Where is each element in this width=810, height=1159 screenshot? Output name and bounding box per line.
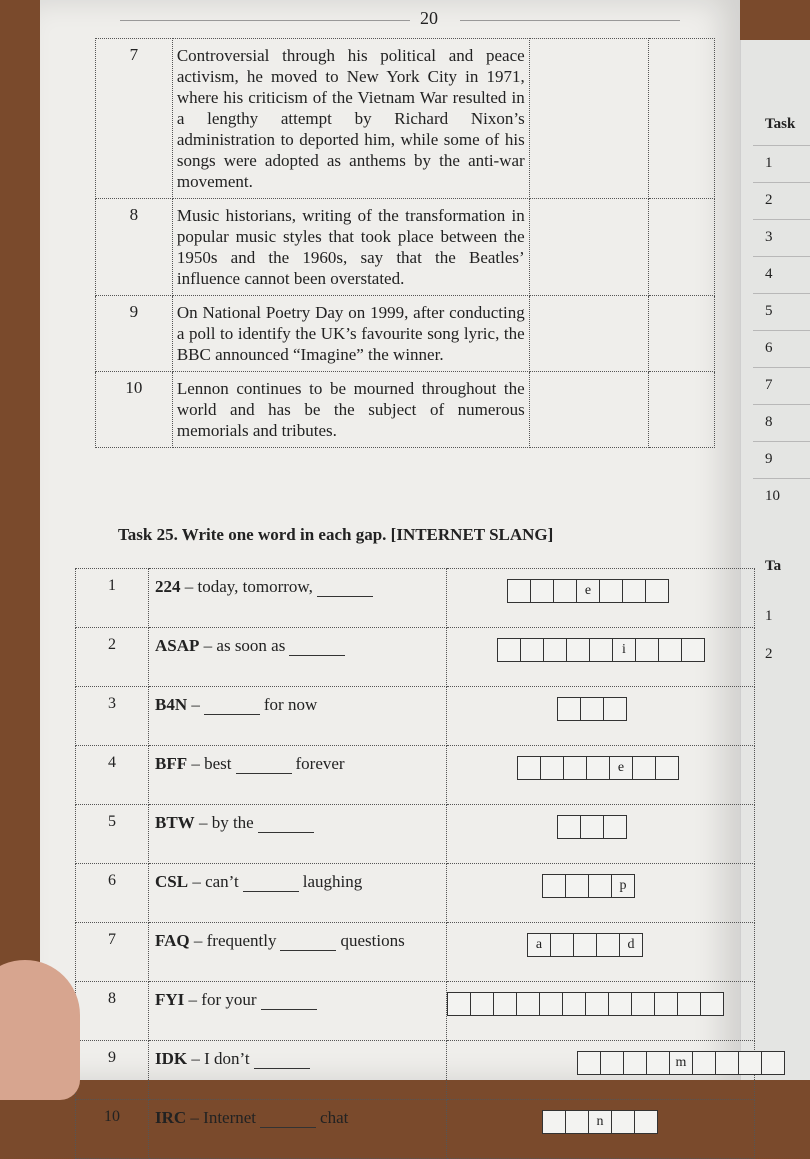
slang-row [76,923,755,982]
letter-box[interactable] [611,1110,635,1134]
letter-boxes[interactable] [542,874,634,898]
slang-abbreviation: B4N [155,695,188,714]
letter-box[interactable] [553,579,577,603]
gap-blank[interactable] [289,641,345,656]
right-page-number: 6 [765,340,773,356]
slang-text-after: questions [340,931,405,950]
slang-row [76,1041,755,1100]
slang-text [149,1041,447,1100]
letter-box[interactable] [447,992,471,1016]
right-page-number: 2 [765,192,773,208]
answer-cell[interactable] [529,372,648,448]
letter-box[interactable] [631,992,655,1016]
letter-box[interactable] [589,638,613,662]
letter-box[interactable] [565,874,589,898]
statement-row [96,372,715,448]
slang-text [149,864,447,923]
letter-box[interactable]: m [669,1051,693,1075]
right-page-row [753,219,810,220]
letter-box[interactable] [692,1051,716,1075]
slang-row [76,805,755,864]
letter-box[interactable] [530,579,554,603]
slang-number: 8 [76,982,149,1041]
statements-table [95,38,715,448]
answer-boxes-cell [447,687,755,746]
answer-cell[interactable] [648,372,714,448]
right-page-row [753,182,810,183]
answer-boxes-cell [447,864,755,923]
slang-abbreviation: CSL [155,872,189,891]
letter-boxes[interactable] [447,992,723,1016]
statement-number: 10 [96,372,173,448]
right-page-task-label: Task [765,116,796,132]
slang-text-after: laughing [302,872,363,891]
slang-text [149,982,447,1041]
letter-box[interactable]: p [611,874,635,898]
letter-box[interactable] [543,638,567,662]
answer-cell[interactable] [648,199,714,296]
slang-abbreviation: BFF [155,754,188,773]
letter-box[interactable] [493,992,517,1016]
answer-cell[interactable] [529,39,648,199]
right-page-number: 7 [765,377,773,393]
answer-boxes-cell [447,569,755,628]
letter-box[interactable] [557,697,581,721]
letter-box[interactable] [634,1110,658,1134]
statement-row [96,199,715,296]
letter-boxes[interactable] [577,1051,784,1075]
right-page-number: 10 [765,488,780,504]
slang-text-after: for now [263,695,318,714]
right-page-row [753,145,810,146]
answer-boxes-cell [447,628,755,687]
letter-box[interactable] [600,1051,624,1075]
slang-text [149,1100,447,1159]
gap-blank[interactable] [261,995,317,1010]
letter-box[interactable] [715,1051,739,1075]
letter-box[interactable] [540,756,564,780]
slang-number: 10 [76,1100,149,1159]
letter-box[interactable] [645,579,669,603]
letter-box[interactable] [516,992,540,1016]
answer-cell[interactable] [529,199,648,296]
slang-abbreviation: ASAP [155,636,200,655]
right-page-row [753,293,810,294]
right-page-number: 4 [765,266,773,282]
answer-cell[interactable] [648,296,714,372]
letter-box[interactable] [658,638,682,662]
right-page-number: 3 [765,229,773,245]
letter-box[interactable] [550,933,574,957]
letter-box[interactable]: n [588,1110,612,1134]
slang-row [76,982,755,1041]
statement-number: 9 [96,296,173,372]
slang-text-before: – can’t [188,872,239,891]
slang-abbreviation: IRC [155,1108,187,1127]
statement-text: Music historians, writing of the transformation in popular music styles that took place between the 1950s and the 1960s, say that the Beatles’ influence cannot been overstated. [172,199,529,296]
letter-boxes[interactable] [527,933,642,957]
letter-box[interactable] [517,756,541,780]
slang-text-before: – today, tomorrow, [180,577,313,596]
letter-box[interactable] [585,992,609,1016]
slang-text [149,805,447,864]
right-page-row [753,478,810,479]
slang-text [149,687,447,746]
right-page-number: 9 [765,451,773,467]
right-page-row [753,441,810,442]
slang-text-before: – Internet [186,1108,257,1127]
right-page-task-label-2: Ta [765,558,782,574]
letter-box[interactable] [542,1110,566,1134]
letter-box[interactable] [573,933,597,957]
letter-box[interactable] [622,579,646,603]
answer-boxes-cell [447,1041,755,1100]
letter-boxes[interactable] [557,815,626,839]
slang-text [149,628,447,687]
letter-box[interactable]: d [619,933,643,957]
answer-boxes-cell [447,982,755,1041]
page-header [120,8,680,32]
letter-box[interactable] [599,579,623,603]
slang-row [76,687,755,746]
letter-box[interactable] [603,815,627,839]
letter-box[interactable] [539,992,563,1016]
letter-boxes[interactable] [542,1110,657,1134]
slang-text-before: – I don’t [187,1049,250,1068]
letter-box[interactable] [761,1051,785,1075]
slang-number: 2 [76,628,149,687]
gap-blank[interactable] [258,818,314,833]
statement-row [96,296,715,372]
letter-box[interactable] [565,1110,589,1134]
slang-text-after: forever [295,754,345,773]
letter-box[interactable] [608,992,632,1016]
letter-box[interactable]: a [527,933,551,957]
slang-number: 1 [76,569,149,628]
slang-row [76,864,755,923]
slang-abbreviation: FAQ [155,931,190,950]
statement-text: On National Poetry Day on 1999, after conducting a poll to identify the UK’s favourite song lyric, the BBC announced “Imagine” the winner. [172,296,529,372]
slang-row [76,746,755,805]
letter-box[interactable] [646,1051,670,1075]
statement-text: Lennon continues to be mourned throughout the world and has be the subject of numerous memorials and tributes. [172,372,529,448]
slang-text-before: – best [187,754,232,773]
slang-abbreviation: 224 [155,577,181,596]
letter-box[interactable] [470,992,494,1016]
right-page-number: 1 [765,608,773,624]
slang-text-before: – as soon as [199,636,286,655]
answer-boxes-cell [447,805,755,864]
right-page-row [753,404,810,405]
letter-box[interactable] [677,992,701,1016]
answer-cell[interactable] [648,39,714,199]
gap-blank[interactable] [243,877,299,892]
answer-boxes-cell [447,1100,755,1159]
letter-box[interactable] [623,1051,647,1075]
statement-row [96,39,715,199]
gap-blank[interactable] [280,936,336,951]
slang-number: 4 [76,746,149,805]
right-page-row [753,330,810,331]
letter-box[interactable] [635,638,659,662]
gap-blank[interactable] [204,700,260,715]
letter-box[interactable] [580,815,604,839]
answer-boxes-cell [447,746,755,805]
slang-row [76,569,755,628]
letter-box[interactable] [632,756,656,780]
slang-number: 9 [76,1041,149,1100]
statement-number: 7 [96,39,173,199]
slang-number: 7 [76,923,149,982]
slang-text-before: – [187,695,200,714]
letter-box[interactable] [588,874,612,898]
statement-number: 8 [96,199,173,296]
letter-box[interactable] [577,1051,601,1075]
statement-text: Controversial through his political and peace activism, he moved to New York City in 1971, where his criticism of the Vietnam War resulted in a lengthy attempt by Richard Nixon’s administration to deported him, while some of his songs were adopted as anthems by the anti-war movement. [172,39,529,199]
letter-box[interactable]: e [576,579,600,603]
letter-box[interactable] [681,638,705,662]
slang-text-before: – for your [184,990,257,1009]
letter-box[interactable] [738,1051,762,1075]
slang-text [149,746,447,805]
letter-box[interactable] [603,697,627,721]
page-number: 20 [420,8,438,28]
letter-boxes[interactable] [497,638,704,662]
gap-blank[interactable] [254,1054,310,1069]
letter-box[interactable] [520,638,544,662]
internet-slang-table [75,568,755,1159]
letter-boxes[interactable] [517,756,678,780]
slang-text [149,569,447,628]
letter-box[interactable] [557,815,581,839]
task-25-title: Task 25. Write one word in each gap. [INTERNET SLANG] [118,525,554,544]
letter-box[interactable] [563,756,587,780]
letter-box[interactable] [655,756,679,780]
slang-text-before: – by the [194,813,254,832]
letter-box[interactable] [542,874,566,898]
finger [0,960,80,1100]
gap-blank[interactable] [236,759,292,774]
slang-number: 5 [76,805,149,864]
slang-abbreviation: BTW [155,813,195,832]
right-page-number: 8 [765,414,773,430]
slang-number: 6 [76,864,149,923]
letter-boxes[interactable] [557,697,626,721]
answer-boxes-cell [447,923,755,982]
letter-box[interactable] [596,933,620,957]
letter-box[interactable] [562,992,586,1016]
slang-row [76,1100,755,1159]
letter-box[interactable]: e [609,756,633,780]
right-page-number: 1 [765,155,773,171]
slang-text-after: chat [320,1108,349,1127]
slang-text [149,923,447,982]
letter-box[interactable] [654,992,678,1016]
slang-abbreviation: FYI [155,990,185,1009]
letter-box[interactable] [586,756,610,780]
right-page-row [753,367,810,368]
right-page-number: 2 [765,646,773,662]
letter-box[interactable] [566,638,590,662]
slang-abbreviation: IDK [155,1049,188,1068]
gap-blank[interactable] [317,582,373,597]
letter-box[interactable] [700,992,724,1016]
letter-box[interactable] [497,638,521,662]
gap-blank[interactable] [260,1113,316,1128]
letter-box[interactable] [580,697,604,721]
slang-number: 3 [76,687,149,746]
slang-row [76,628,755,687]
letter-box[interactable] [507,579,531,603]
answer-cell[interactable] [529,296,648,372]
letter-boxes[interactable] [507,579,668,603]
right-page-number: 5 [765,303,773,319]
right-page-row [753,256,810,257]
slang-text-before: – frequently [189,931,277,950]
letter-box[interactable]: i [612,638,636,662]
